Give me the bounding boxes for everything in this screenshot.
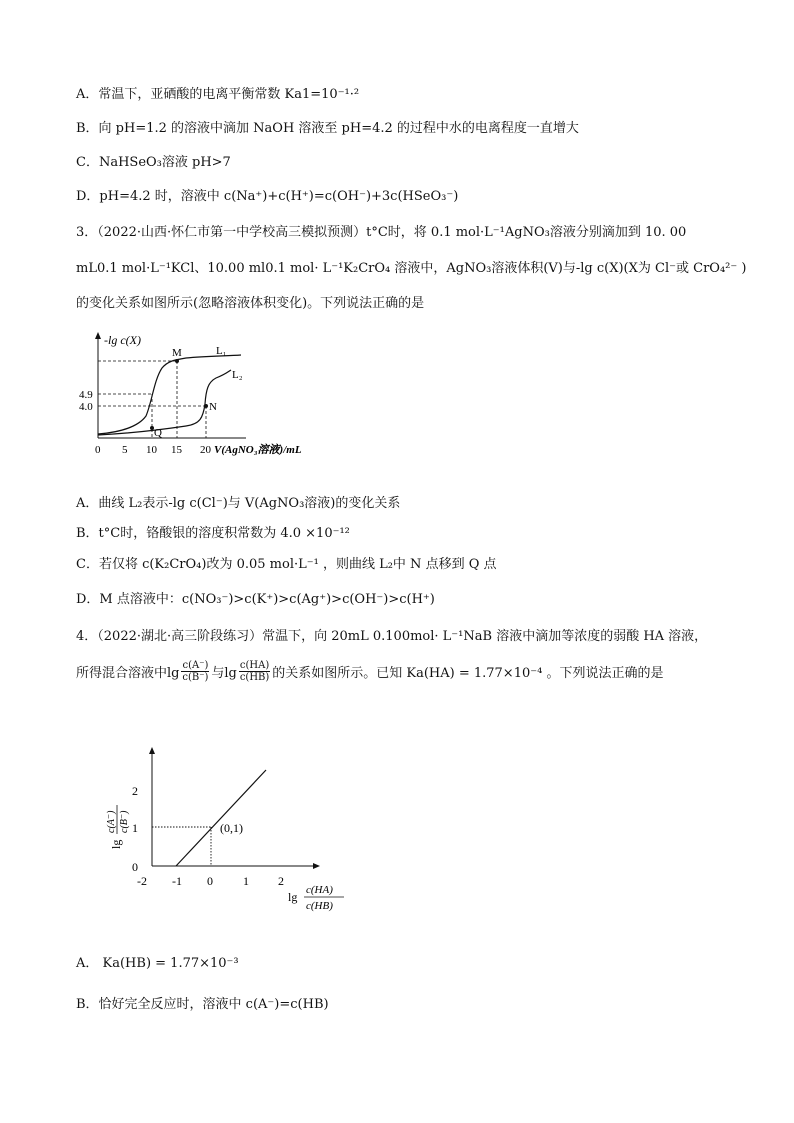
q4-stem-text-c: 的关系如图所示。已知 Ka(HA) = 1.77×10⁻⁴ 。下列说法正确的是 [272, 666, 664, 681]
q4-y-label-den: c(B⁻) [119, 810, 130, 833]
q3-option-a: A．曲线 L₂表示-lg c(Cl⁻)与 V(AgNO₃溶液)的变化关系 [76, 496, 401, 511]
q4-stem-text-b: 与lg [211, 666, 237, 681]
q4-frac1-denominator: c(B⁻) [182, 672, 209, 683]
q3-curve-label-l1: L₁ [216, 345, 227, 357]
q3-option-d: D．M 点溶液中：c(NO₃⁻)>c(K⁺)>c(Ag⁺)>c(OH⁻)>c(H⁺) [76, 592, 435, 607]
q3-option-c: C．若仅将 c(K₂CrO₄)改为 0.05 mol·L⁻¹ ，则曲线 L₂中 N 点移到 Q 点 [76, 557, 497, 572]
q4-y-arrow [149, 747, 155, 754]
q4-y-tick-2: 2 [132, 784, 138, 798]
q3-point-label-n: N [209, 401, 217, 413]
q3-x-tick-20: 20 [200, 444, 211, 456]
q4-y-label-num: c(A⁻) [106, 810, 117, 833]
q4-x-tick-neg1: -1 [172, 874, 182, 888]
q3-y-arrow [95, 332, 101, 339]
q3-curve-label-l2: L₂ [232, 369, 243, 381]
q3-stem-line-1: 3．（2022·山西·怀仁市第一中学校高三模拟预测）t°C时，将 0.1 mol·L⁻¹AgNO₃溶液分别滴加到 10. 00 [76, 225, 687, 240]
q4-data-line [176, 770, 266, 866]
q4-x-label-lg: lg [288, 890, 298, 904]
q3-stem-line-3: 的变化关系如图所示(忽略溶液体积变化)。下列说法正确的是 [76, 296, 425, 311]
q4-stem-line-2 [76, 660, 663, 683]
q4-stem-line-1: 4．（2022·湖北·高三阶段练习）常温下，向 20mL 0.100mol· L⁻¹NaB 溶液中滴加等浓度的弱酸 HA 溶液， [76, 629, 708, 644]
q4-y-tick-0: 0 [132, 860, 138, 874]
q4-option-b: B．恰好完全反应时，溶液中 c(A⁻)=c(HB) [76, 997, 329, 1012]
q3-x-tick-10: 10 [146, 444, 157, 456]
q2-option-d: D．pH=4.2 时，溶液中 c(Na⁺)+c(H⁺)=c(OH⁻)+3c(HSeO₃⁻) [76, 189, 459, 204]
q4-stem-text-a: 所得混合溶液中lg [76, 666, 180, 681]
q4-frac2-numerator: c(HA) [239, 660, 270, 671]
q4-fraction-a-over-b [181, 660, 209, 683]
q4-fraction-ha-over-hb [239, 660, 270, 683]
q3-point-label-m: M [172, 347, 182, 359]
q2-option-a: A．常温下，亚硒酸的电离平衡常数 Ka1=10⁻¹·² [76, 87, 360, 102]
q3-stem-line-2: mL0.1 mol·L⁻¹KCl、10.00 ml0.1 mol· L⁻¹K₂CrO₄ 溶液中，AgNO₃溶液体积(V)与-lg c(X)(X为 Cl⁻或 CrO₄²⁻ ) [76, 261, 747, 276]
q4-x-label-den: c(HB) [306, 900, 333, 912]
q4-line-figure [96, 745, 376, 920]
q4-frac1-numerator: c(A⁻) [182, 660, 209, 671]
q3-y-axis-label: -lg c(X) [104, 333, 141, 347]
q3-x-tick-5: 5 [122, 444, 128, 456]
q4-frac2-denominator: c(HB) [239, 672, 270, 683]
q4-x-tick-0: 0 [207, 874, 213, 888]
q2-option-b: B．向 pH=1.2 的溶液中滴加 NaOH 溶液至 pH=4.2 的过程中水的电离程度一直增大 [76, 121, 579, 136]
q3-point-n [204, 404, 208, 408]
q3-x-tick-0: 0 [95, 444, 101, 456]
q3-option-b: B．t°C时，铬酸银的溶度积常数为 4.0 ×10⁻¹² [76, 526, 350, 541]
q3-y-tick-4.9: 4.9 [79, 389, 93, 401]
q3-y-tick-4.0: 4.0 [79, 401, 93, 413]
q4-x-label-num: c(HA) [306, 884, 333, 896]
q3-x-axis-label: V(AgNO₃溶液)/mL [214, 444, 302, 456]
q4-x-tick-neg2: -2 [137, 874, 147, 888]
q4-x-arrow [313, 863, 320, 869]
q3-x-tick-15: 15 [171, 444, 182, 456]
q3-point-m [175, 359, 179, 363]
q4-y-tick-1: 1 [132, 821, 138, 835]
q3-curve-l1 [98, 355, 241, 434]
q4-y-axis-label [106, 805, 130, 849]
q4-option-a: A． Ka(HB) = 1.77×10⁻³ [76, 956, 239, 971]
q4-point-label: (0,1) [220, 821, 243, 835]
q4-y-label-lg: lg [109, 839, 123, 849]
q3-titration-figure [76, 330, 346, 470]
q2-option-c: C．NaHSeO₃溶液 pH>7 [76, 155, 231, 170]
q4-x-tick-2: 2 [278, 874, 284, 888]
q4-x-tick-1: 1 [243, 874, 249, 888]
q3-point-label-q: Q [154, 427, 162, 439]
